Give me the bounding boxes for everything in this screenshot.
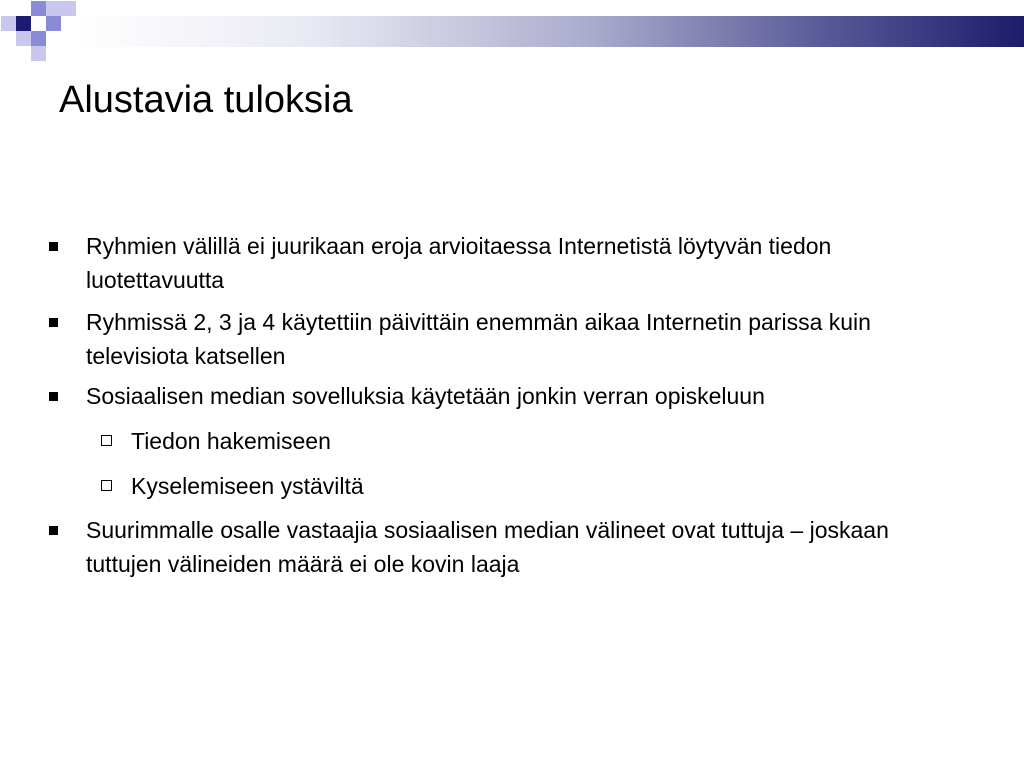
hollow-square-bullet-icon: [101, 435, 112, 446]
sub-bullet-text: Tiedon hakemiseen: [131, 428, 331, 454]
filled-square-bullet-icon: [49, 318, 58, 327]
sub-bullet-text: Kyselemiseen ystäviltä: [131, 473, 364, 499]
bullet-text: Suurimmalle osalle vastaajia sosiaalisen median välineet ovat tuttuja – joskaan tuttujen välineiden määrä ei ole kovin laaja: [86, 517, 889, 577]
bullet-text: Ryhmissä 2, 3 ja 4 käytettiin päivittäin enemmän aikaa Internetin parissa kuin televisiota katsellen: [86, 309, 871, 369]
slide-title: Alustavia tuloksia: [59, 79, 353, 121]
filled-square-bullet-icon: [49, 526, 58, 535]
bullet-text: Ryhmien välillä ei juurikaan eroja arvioitaessa Internetistä löytyvän tiedon luotettavuutta: [86, 233, 832, 293]
bullet-text: Sosiaalisen median sovelluksia käytetään jonkin verran opiskeluun: [86, 383, 765, 409]
filled-square-bullet-icon: [49, 392, 58, 401]
filled-square-bullet-icon: [49, 242, 58, 251]
hollow-square-bullet-icon: [101, 480, 112, 491]
